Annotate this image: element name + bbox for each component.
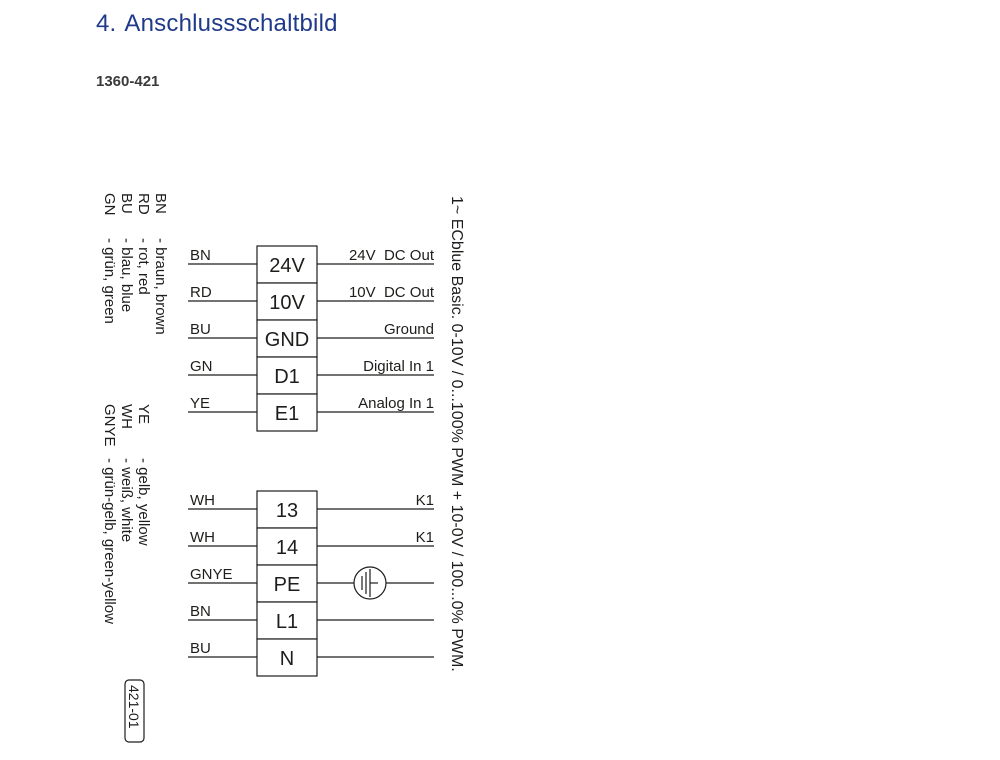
document-code: 1360-421 xyxy=(96,73,160,90)
control-terminal-block xyxy=(188,246,435,431)
terminal-row-pe xyxy=(188,565,434,602)
terminal-label: GND xyxy=(264,329,310,351)
color-legend xyxy=(101,193,169,624)
terminal-label: 24V xyxy=(269,255,305,277)
legend-desc: - rot, red xyxy=(135,238,152,295)
wire-code: YE xyxy=(190,395,211,412)
legend-desc: - grün, green xyxy=(101,238,118,324)
terminal-row-gnd xyxy=(188,320,434,357)
function-label: Analog In 1 xyxy=(358,395,434,412)
terminal-label: 14 xyxy=(275,537,299,559)
wire-code: BN xyxy=(190,247,211,264)
legend-code: YE xyxy=(135,404,152,425)
terminal-row-e1 xyxy=(188,394,434,431)
legend-desc: - grün-gelb, green-yellow xyxy=(101,458,118,624)
legend-code: GN xyxy=(101,193,118,216)
device-title: 1~ ECblue Basic. 0-10V / 0...100% PWM + 10-0V / 100...0% PWM. xyxy=(448,196,465,672)
wire-code: BU xyxy=(190,640,211,657)
section-title: Anschlussschaltbild xyxy=(124,10,338,37)
legend-desc: - blau, blue xyxy=(118,238,135,313)
wire-code: BU xyxy=(190,321,211,338)
function-label: 10V DC Out xyxy=(348,284,434,301)
legend-code: WH xyxy=(118,404,135,429)
legend-code: BU xyxy=(118,193,135,214)
terminal-label: PE xyxy=(273,574,301,596)
legend-code: GNYE xyxy=(101,404,118,447)
ground-icon xyxy=(354,567,386,599)
legend-desc: - braun, brown xyxy=(152,238,169,335)
terminal-row-14 xyxy=(188,528,434,565)
wire-code: GNYE xyxy=(190,566,233,583)
terminal-row-24v xyxy=(188,246,435,283)
wire-code: RD xyxy=(190,284,212,301)
function-label: K1 xyxy=(415,529,434,546)
function-label: K1 xyxy=(415,492,434,509)
terminal-label: N xyxy=(279,648,295,670)
terminal-label: E1 xyxy=(274,403,300,425)
wire-code: GN xyxy=(190,358,213,375)
terminal-row-n xyxy=(188,639,434,676)
legend-code: RD xyxy=(135,193,152,215)
legend-code: BN xyxy=(152,193,169,214)
diagram-id: 421-01 xyxy=(126,685,142,729)
terminal-label: D1 xyxy=(274,366,300,388)
terminal-label: 10V xyxy=(269,292,305,314)
legend-desc: - weiß, white xyxy=(118,458,135,543)
wire-code: WH xyxy=(190,492,215,509)
terminal-row-d1 xyxy=(188,357,434,394)
power-terminal-block xyxy=(188,491,434,676)
terminal-label: 13 xyxy=(275,500,299,522)
section-number: 4. xyxy=(96,10,117,37)
function-label: Digital In 1 xyxy=(363,358,434,375)
legend-desc: - gelb, yellow xyxy=(135,458,152,546)
terminal-row-10v xyxy=(188,283,435,320)
function-label: Ground xyxy=(383,321,434,338)
terminal-row-13 xyxy=(188,491,434,528)
terminal-row-l1 xyxy=(188,602,434,639)
wire-code: BN xyxy=(190,603,211,620)
terminal-label: L1 xyxy=(275,611,299,633)
function-label: 24V DC Out xyxy=(348,247,434,264)
diagram-id-badge xyxy=(125,680,144,742)
wire-code: WH xyxy=(190,529,215,546)
